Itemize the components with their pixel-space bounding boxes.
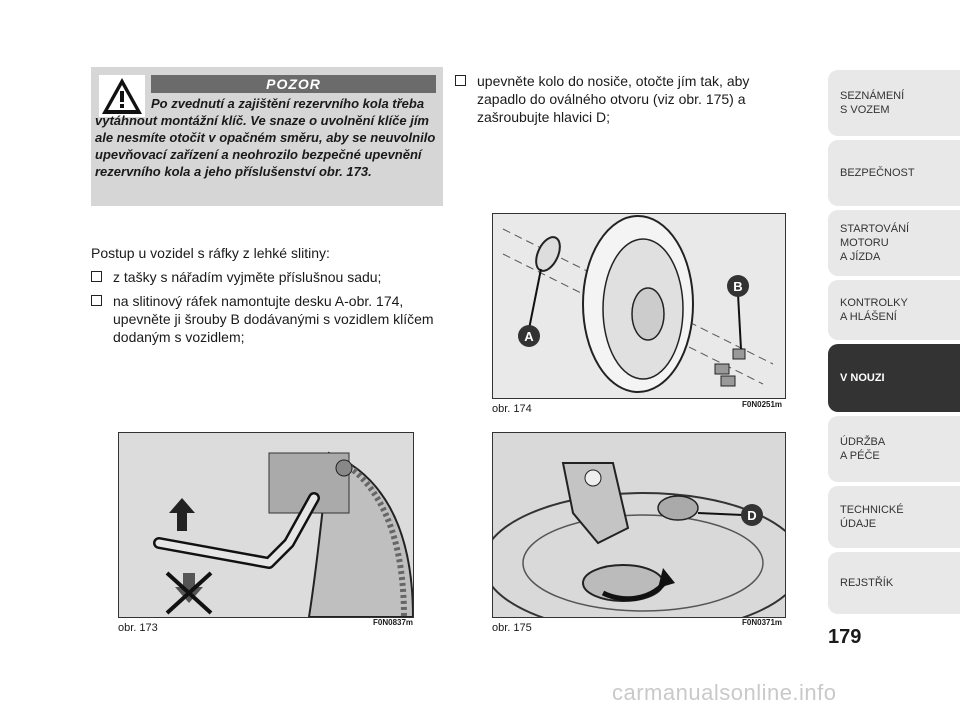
- tab-technicke[interactable]: TECHNICKÉ ÚDAJE: [828, 486, 960, 548]
- figure-code: F0N0837m: [373, 618, 414, 627]
- figure-caption: obr. 174: [492, 403, 532, 415]
- label-d: D: [747, 508, 757, 523]
- procedure-left: [91, 244, 441, 352]
- tab-rejstrik[interactable]: REJSTŘÍK: [828, 552, 960, 614]
- procedure-right: [455, 72, 795, 132]
- figure-code: F0N0251m: [742, 400, 783, 409]
- wheel-plate-illustration: [493, 214, 785, 398]
- figure-175: [492, 432, 786, 618]
- watermark: carmanualsonline.info: [612, 680, 837, 705]
- spare-wheel-key-illustration: [119, 433, 413, 617]
- list-item: z tašky s nářadím vyjměte příslušnou sadu;: [91, 268, 441, 286]
- warning-heading: POZOR: [151, 75, 436, 93]
- figure-caption: obr. 173: [118, 622, 158, 634]
- tab-udrzba[interactable]: ÚDRŽBA A PÉČE: [828, 416, 960, 482]
- wheel-carrier-illustration: [493, 433, 785, 617]
- warning-box: [91, 67, 443, 206]
- figure-code: F0N0371m: [742, 618, 783, 627]
- figure-173: [118, 432, 414, 618]
- list-item: upevněte kolo do nosiče, otočte jím tak, aby zapadlo do oválného otvoru (viz obr. 175) a zašroubujte hlavici D;: [455, 72, 795, 126]
- tab-bezpecnost[interactable]: BEZPEČNOST: [828, 140, 960, 206]
- tab-seznameni[interactable]: SEZNÁMENÍ S VOZEM: [828, 70, 960, 136]
- label-b: B: [733, 279, 743, 294]
- page-number: 179: [828, 626, 862, 648]
- tab-startovani[interactable]: STARTOVÁNÍ MOTORU A JÍZDA: [828, 210, 960, 276]
- figure-174: [492, 213, 786, 399]
- tab-kontrolky[interactable]: KONTROLKY A HLÁŠENÍ: [828, 280, 960, 340]
- tab-v-nouzi[interactable]: V NOUZI: [828, 344, 960, 412]
- list-item: na slitinový ráfek namontujte desku A-obr. 174, upevněte ji šrouby B dodávanými s vozidlem klíčem dodaným s vozidlem;: [91, 292, 441, 346]
- checkbox-bullet-icon: [91, 271, 102, 282]
- figure-caption: obr. 175: [492, 622, 532, 634]
- checkbox-bullet-icon: [455, 75, 466, 86]
- warning-text: Po zvednutí a zajištění rezervního kola třeba vytáhnout montážní klíč. Ve snaze o uvolnění klíče jím ale nesmíte otočit v opačném směru, aby se neuvolnilo upevňovací zařízení a neohrozilo bezpečné upevnění rezervního kola a jeho příslušenství obr. 173.: [95, 96, 436, 179]
- label-a: A: [524, 329, 534, 344]
- intro-text: Postup u vozidel s ráfky z lehké slitiny:: [91, 245, 330, 261]
- checkbox-bullet-icon: [91, 295, 102, 306]
